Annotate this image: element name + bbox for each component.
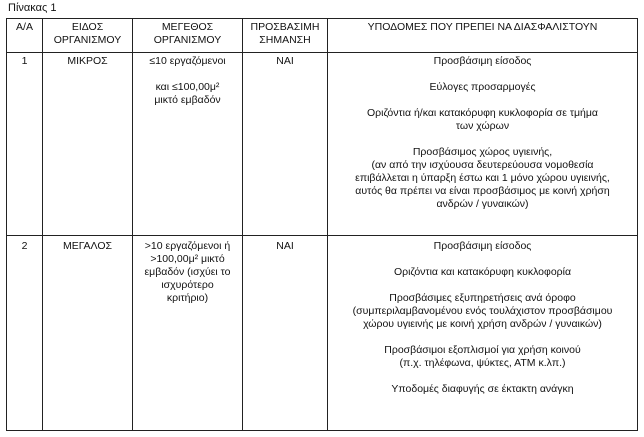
table-row	[7, 53, 638, 236]
row-number: 1	[7, 53, 43, 236]
table-row	[7, 236, 638, 431]
accessibility-table	[6, 18, 638, 431]
organism-size: >10 εργαζόμενοι ή >100,00μ² μικτό εμβαδόν (ισχύει το ισχυρότερο κριτήριο)	[133, 236, 243, 431]
organism-type: ΜΕΓΑΛΟΣ	[43, 236, 133, 431]
organism-size: ≤10 εργαζόμενοι και ≤100,00μ² μικτό εμβαδόν	[133, 53, 243, 236]
header-type: ΕΙΔΟΣ ΟΡΓΑΝΙΣΜΟΥ	[43, 19, 133, 53]
header-aa: Α/Α	[7, 19, 43, 53]
header-infrastructure: ΥΠΟΔΟΜΕΣ ΠΟΥ ΠΡΕΠΕΙ ΝΑ ΔΙΑΣΦΑΛΙΣΤΟΥΝ	[328, 19, 638, 53]
organism-type: ΜΙΚΡΟΣ	[43, 53, 133, 236]
accessible-signage: ΝΑΙ	[243, 53, 328, 236]
table-caption: Πίνακας 1	[8, 2, 57, 14]
header-row	[7, 19, 638, 53]
accessible-signage: ΝΑΙ	[243, 236, 328, 431]
infrastructure-list: Προσβάσιμη είσοδος Οριζόντια και κατακόρυφη κυκλοφορία Προσβάσιμες εξυπηρετήσεις ανά όροφο (συμπεριλαμβανομένου ενός τουλάχιστον προσβάσιμου χώρου υγιεινής με κοινή χρήση ανδρών / γυναικών) Προσβάσιμοι εξοπλισμοί για χρήση κοινού (π.χ. τηλέφωνα, ψύκτες, ΑΤΜ κ.λπ.) Υποδομές διαφυγής σε έκτακτη ανάγκη	[328, 236, 638, 431]
infrastructure-list: Προσβάσιμη είσοδος Εύλογες προσαρμογές Οριζόντια ή/και κατακόρυφη κυκλοφορία σε τμήμα των χώρων Προσβάσιμος χώρος υγιεινής, (αν από την ισχύουσα δευτερεύουσα νομοθεσία επιβάλλεται η ύπαρξη έστω και 1 μόνο χώρου υγιεινής, αυτός θα πρέπει να είναι προσβάσιμος με κοινή χρήση ανδρών / γυναικών)	[328, 53, 638, 236]
row-number: 2	[7, 236, 43, 431]
header-size: ΜΕΓΕΘΟΣ ΟΡΓΑΝΙΣΜΟΥ	[133, 19, 243, 53]
header-signage: ΠΡΟΣΒΑΣΙΜΗ ΣΗΜΑΝΣΗ	[243, 19, 328, 53]
